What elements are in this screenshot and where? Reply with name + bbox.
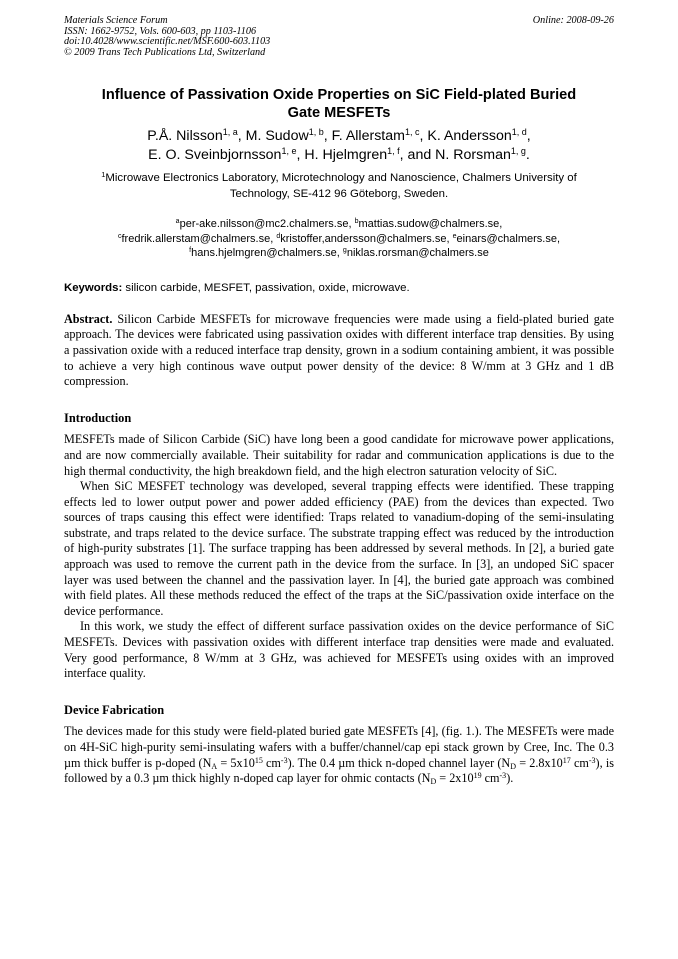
abstract: [64, 312, 614, 390]
author-name: K. Andersson: [427, 128, 512, 145]
author-name: H. Hjelmgren: [304, 146, 388, 163]
author-sep: ,: [296, 146, 305, 163]
email-sup: b: [354, 217, 359, 225]
paragraph: When SiC MESFET technology was developed, several trapping effects were identified. These trapping effects led to lower output power and power added efficiency (PAE) from the devices than expected. Two sources of traps causing this effect were identified: Traps related to vanadium-doping of the semi-insulating substrate, and traps related to the device surface. The substrate trapping effect was reduced by the introduction of high-purity substrates [1]. The surface trapping has been addressed by several methods. In [2], a buried gate approach was used to remove the current path in the device from the surface. In [3], an undoped SiC spacer layer was used between the channel and the passivation layer. In [4], the buried gate approach was combined with field plates. All these methods reduced the effect of the traps at the SiC/passivation oxide interface on the device performance.: [64, 479, 614, 618]
journal-name: Materials Science Forum: [64, 15, 168, 26]
email-line-3: [64, 246, 614, 261]
affiliation: [64, 171, 614, 203]
email-sup: g: [342, 247, 347, 255]
paragraph: MESFETs made of Silicon Carbide (SiC) have long been a good candidate for microwave power applications, and are now commercially available. Their suitability for radar and communication applications is due to the high thermal conductivity, the high breakdown field, and the high electron saturation velocity of SiC.: [64, 432, 614, 478]
author-sep: ,: [526, 128, 531, 145]
email-sup: c: [117, 232, 122, 240]
author-sep: ,: [419, 128, 428, 145]
author-sep: ,: [237, 128, 246, 145]
paper-title: [64, 86, 614, 122]
email-sup: d: [276, 232, 281, 240]
superscript: -3: [499, 771, 507, 781]
keywords: [64, 281, 614, 296]
affiliation-line-1: [64, 171, 614, 187]
title-line-1: Influence of Passivation Oxide Properties on SiC Field-plated Buried: [101, 87, 577, 104]
text-run: = 5x10: [217, 755, 255, 770]
email-list: [64, 217, 614, 261]
email-d[interactable]: kristoffer,andersson@chalmers.se,: [280, 232, 450, 245]
text-run: = 2x10: [436, 771, 474, 786]
superscript: 15: [254, 755, 263, 765]
email-e[interactable]: einars@chalmers.se,: [456, 232, 560, 245]
email-b[interactable]: mattias.sudow@chalmers.se,: [358, 217, 503, 230]
affiliation-sup: 1: [101, 170, 106, 180]
text-run: ). The 0.4 µm thick n-doped channel layer (N: [287, 755, 511, 770]
author-sup: 1, b: [308, 127, 324, 138]
author-line-1: [64, 127, 614, 146]
author-name: F. Allerstam: [331, 128, 405, 145]
text-run: The devices made for this study were field-plated buried gate MESFETs [4], (fig. 1.). The MESFETs were made on 4H-SiC high-purity semi-insulating wafers with a buffer/channel/cap epi stack grown by Cree, Inc. The 0.3 µm thick buffer is p-doped (N: [64, 724, 614, 770]
affiliation-line-2: Technology, SE-412 96 Göteborg, Sweden.: [229, 188, 449, 201]
author-sep: ,: [323, 128, 332, 145]
doi-line: doi:10.4028/www.scientific.net/MSF.600-603.1103: [64, 36, 271, 48]
paragraph: In this work, we study the effect of different surface passivation oxides on the device performance of SiC MESFETs. Devices with passivation oxides with different interface trap densities were made and evaluated. Very good performance, 8 W/mm at 3 GHz, was achieved for MESFETs using oxides with an improved interface quality.: [64, 619, 614, 681]
keywords-text: silicon carbide, MESFET, passivation, oxide, microwave.: [122, 281, 410, 294]
online-date: Online: 2008-09-26: [532, 15, 614, 26]
author-line-2: [64, 146, 614, 165]
text-run: = 2.8x10: [515, 755, 563, 770]
author-sup: 1, d: [511, 127, 527, 138]
issn-line: ISSN: 1662-9752, Vols. 600-603, pp 1103-1106: [64, 25, 257, 37]
email-f[interactable]: hans.hjelmgren@chalmers.se,: [191, 247, 340, 260]
author-sup: 1, a: [222, 127, 238, 138]
email-a[interactable]: per-ake.nilsson@mc2.chalmers.se,: [179, 217, 352, 230]
email-c[interactable]: fredrik.allerstam@chalmers.se,: [121, 232, 274, 245]
title-line-2: Gate MESFETs: [287, 105, 391, 122]
text-run: cm: [481, 771, 500, 786]
email-line-1: [64, 217, 614, 232]
subscript: D: [430, 777, 437, 787]
section-heading-fabrication: Device Fabrication: [64, 702, 165, 717]
author-name: N. Rorsman: [435, 146, 511, 163]
subscript: D: [510, 761, 516, 771]
author-sup: 1, f: [387, 145, 400, 156]
text-run: cm: [570, 755, 589, 770]
author-name: E. O. Sveinbjornsson: [148, 146, 282, 163]
paper-page: [64, 16, 614, 787]
email-sup: a: [175, 217, 180, 225]
email-g[interactable]: niklas.rorsman@chalmers.se: [346, 247, 489, 260]
author-sup: 1, g: [510, 145, 526, 156]
author-sep: .: [525, 146, 530, 163]
email-sup: f: [189, 247, 192, 255]
superscript: 19: [473, 771, 482, 781]
author-name: P.Å. Nilsson: [147, 128, 223, 145]
author-list: [64, 127, 614, 164]
text-run: ), is followed by a 0.3 µm thick highly n-doped cap layer for ohmic contacts (N: [64, 755, 614, 786]
fabrication-body: [64, 724, 614, 786]
paragraph: [64, 724, 614, 786]
running-header: [64, 16, 614, 58]
author-sup: 1, e: [281, 145, 297, 156]
email-sup: e: [452, 232, 457, 240]
superscript: -3: [588, 755, 596, 765]
text-run: ).: [506, 771, 514, 786]
affiliation-text: Microwave Electronics Laboratory, Microtechnology and Nanoscience, Chalmers University of: [105, 172, 577, 185]
author-name: M. Sudow: [245, 128, 309, 145]
email-line-2: [64, 232, 614, 247]
introduction-body: [64, 432, 614, 682]
author-sep: , and: [399, 146, 436, 163]
abstract-text: Silicon Carbide MESFETs for microwave frequencies were made using a field-plated buried gate approach. The devices were fabricated using passivation oxides with different interface trap densities. By using a passivation oxide with a reduced interface trap density, grown in a sodium containing ambient, it was possible to achieve a very high continous wave output power density of the device: 8 W/mm at 3 GHz and 1 dB compression.: [64, 311, 614, 389]
author-sup: 1, c: [404, 127, 420, 138]
superscript: 17: [562, 755, 571, 765]
superscript: -3: [280, 755, 288, 765]
abstract-label: Abstract.: [64, 311, 113, 326]
copyright-line: © 2009 Trans Tech Publications Ltd, Switzerland: [64, 46, 266, 58]
subscript: A: [211, 761, 218, 771]
keywords-label: Keywords:: [64, 281, 123, 294]
section-heading-introduction: Introduction: [64, 410, 132, 425]
text-run: cm: [262, 755, 281, 770]
